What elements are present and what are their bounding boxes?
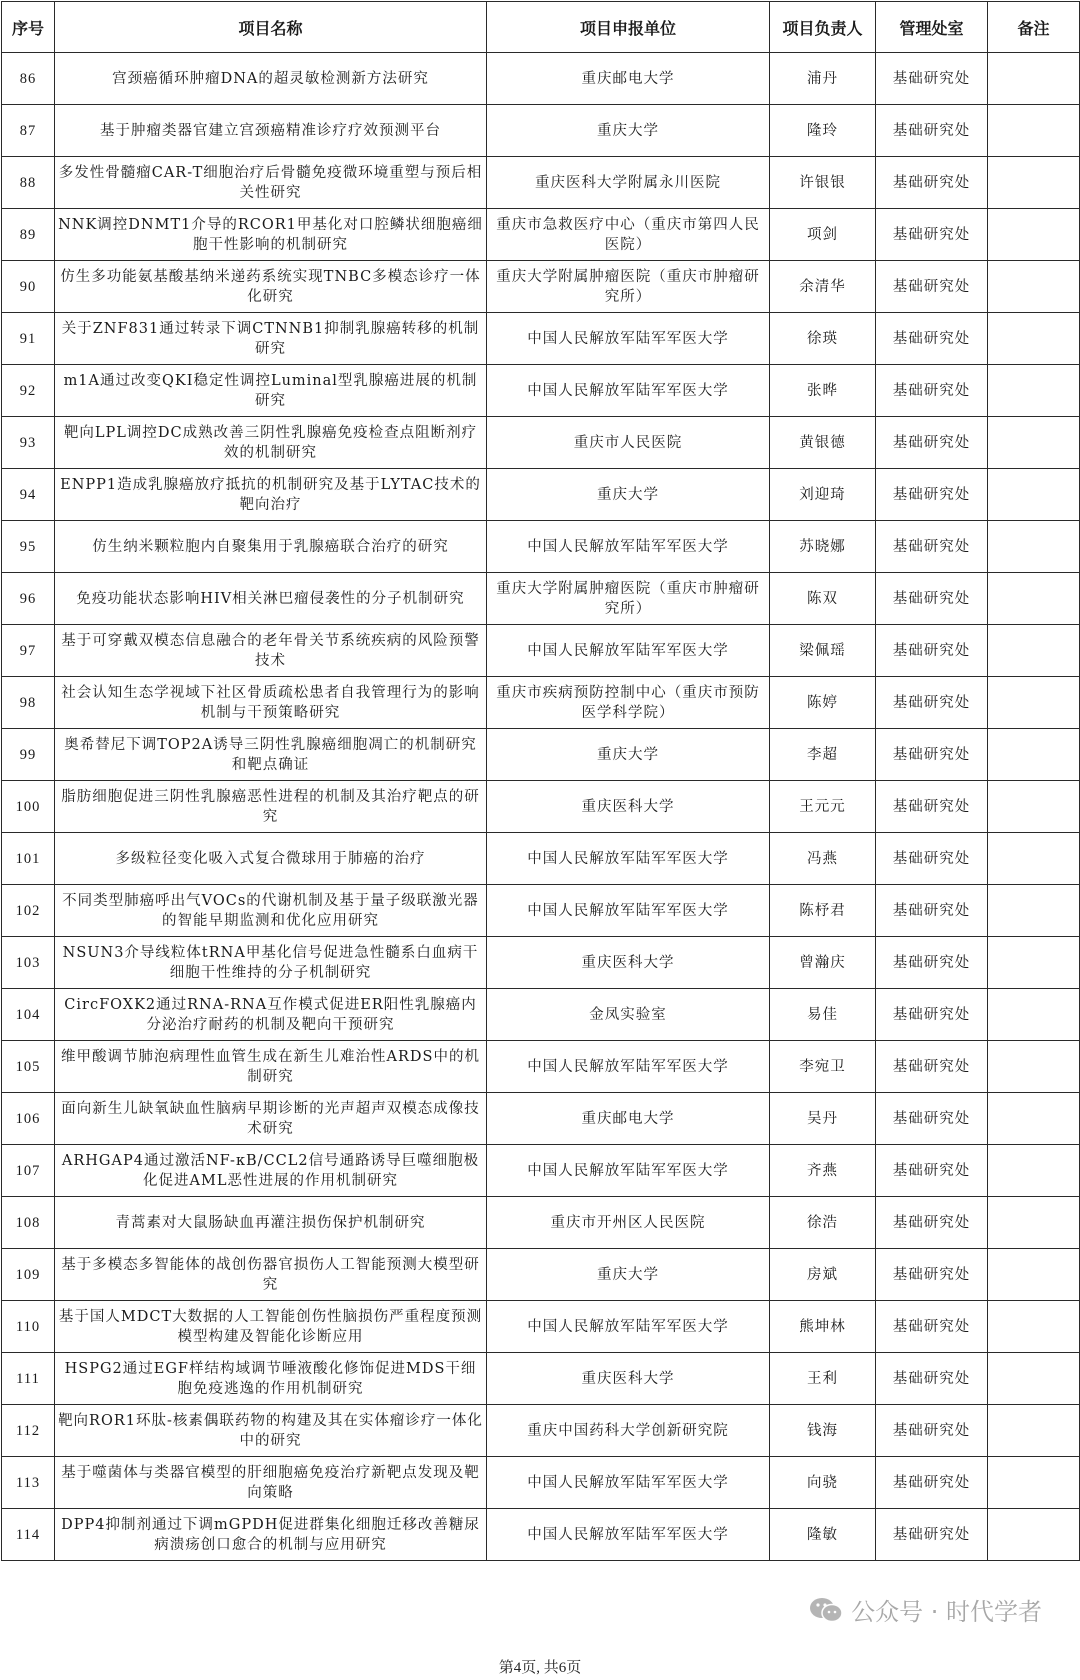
cell-office: 基础研究处 (876, 677, 988, 729)
cell-name: 社会认知生态学视域下社区骨质疏松患者自我管理行为的影响机制与干预策略研究 (55, 677, 487, 729)
cell-no: 95 (2, 521, 55, 573)
cell-unit: 重庆大学 (487, 729, 770, 781)
cell-note (988, 1041, 1080, 1093)
cell-no: 92 (2, 365, 55, 417)
cell-name: 青蒿素对大鼠肠缺血再灌注损伤保护机制研究 (55, 1197, 487, 1249)
cell-office: 基础研究处 (876, 1093, 988, 1145)
cell-name: 基于可穿戴双模态信息融合的老年骨关节系统疾病的风险预警技术 (55, 625, 487, 677)
cell-unit: 中国人民解放军陆军军医大学 (487, 1509, 770, 1561)
cell-no: 110 (2, 1301, 55, 1353)
cell-unit: 重庆医科大学附属永川医院 (487, 157, 770, 209)
cell-note (988, 261, 1080, 313)
cell-name: 免疫功能状态影响HIV相关淋巴瘤侵袭性的分子机制研究 (55, 573, 487, 625)
cell-name: 基于多模态多智能体的战创伤器官损伤人工智能预测大模型研究 (55, 1249, 487, 1301)
cell-unit: 中国人民解放军陆军军医大学 (487, 1301, 770, 1353)
table-row (2, 521, 1080, 573)
cell-name: 多发性骨髓瘤CAR-T细胞治疗后骨髓免疫微环境重塑与预后相关性研究 (55, 157, 487, 209)
cell-unit: 中国人民解放军陆军军医大学 (487, 1145, 770, 1197)
cell-name: 关于ZNF831通过转录下调CTNNB1抑制乳腺癌转移的机制研究 (55, 313, 487, 365)
cell-note (988, 417, 1080, 469)
cell-unit: 重庆医科大学 (487, 937, 770, 989)
table-row (2, 989, 1080, 1041)
cell-office: 基础研究处 (876, 885, 988, 937)
cell-leader: 徐浩 (770, 1197, 876, 1249)
cell-name: DPP4抑制剂通过下调mGPDH促进群集化细胞迁移改善糖尿病溃疡创口愈合的机制与应用研究 (55, 1509, 487, 1561)
cell-note (988, 209, 1080, 261)
cell-leader: 易佳 (770, 989, 876, 1041)
table-row (2, 781, 1080, 833)
cell-office: 基础研究处 (876, 1041, 988, 1093)
cell-note (988, 781, 1080, 833)
table-row (2, 105, 1080, 157)
cell-unit: 金凤实验室 (487, 989, 770, 1041)
cell-leader: 项剑 (770, 209, 876, 261)
cell-leader: 黄银德 (770, 417, 876, 469)
cell-leader: 钱海 (770, 1405, 876, 1457)
cell-no: 90 (2, 261, 55, 313)
cell-name: 面向新生儿缺氧缺血性脑病早期诊断的光声超声双模态成像技术研究 (55, 1093, 487, 1145)
table-row (2, 1145, 1080, 1197)
cell-note (988, 53, 1080, 105)
cell-unit: 重庆市急救医疗中心（重庆市第四人民医院） (487, 209, 770, 261)
table-row (2, 53, 1080, 105)
cell-note (988, 573, 1080, 625)
cell-unit: 重庆大学 (487, 105, 770, 157)
cell-note (988, 937, 1080, 989)
table-row (2, 261, 1080, 313)
cell-note (988, 1145, 1080, 1197)
cell-name: 基于国人MDCT大数据的人工智能创伤性脑损伤严重程度预测模型构建及智能化诊断应用 (55, 1301, 487, 1353)
cell-no: 107 (2, 1145, 55, 1197)
cell-name: NNK调控DNMT1介导的RCOR1甲基化对口腔鳞状细胞癌细胞干性影响的机制研究 (55, 209, 487, 261)
cell-note (988, 469, 1080, 521)
cell-unit: 中国人民解放军陆军军医大学 (487, 625, 770, 677)
cell-name: 多级粒径变化吸入式复合微球用于肺癌的治疗 (55, 833, 487, 885)
table-row (2, 1509, 1080, 1561)
header-leader: 项目负责人 (770, 2, 876, 53)
cell-name: 宫颈癌循环肿瘤DNA的超灵敏检测新方法研究 (55, 53, 487, 105)
cell-note (988, 1353, 1080, 1405)
cell-leader: 苏晓娜 (770, 521, 876, 573)
cell-leader: 冯燕 (770, 833, 876, 885)
cell-no: 100 (2, 781, 55, 833)
cell-leader: 张晔 (770, 365, 876, 417)
cell-unit: 中国人民解放军陆军军医大学 (487, 313, 770, 365)
cell-no: 97 (2, 625, 55, 677)
table-row (2, 677, 1080, 729)
cell-leader: 徐瑛 (770, 313, 876, 365)
cell-office: 基础研究处 (876, 105, 988, 157)
cell-leader: 隆敏 (770, 1509, 876, 1561)
cell-no: 91 (2, 313, 55, 365)
cell-office: 基础研究处 (876, 1405, 988, 1457)
cell-unit: 中国人民解放军陆军军医大学 (487, 365, 770, 417)
cell-office: 基础研究处 (876, 1197, 988, 1249)
table-row (2, 1353, 1080, 1405)
cell-office: 基础研究处 (876, 1145, 988, 1197)
cell-unit: 重庆医科大学 (487, 1353, 770, 1405)
cell-leader: 陈双 (770, 573, 876, 625)
cell-leader: 刘迎琦 (770, 469, 876, 521)
table-row (2, 1093, 1080, 1145)
cell-office: 基础研究处 (876, 417, 988, 469)
cell-unit: 重庆大学附属肿瘤医院（重庆市肿瘤研究所） (487, 573, 770, 625)
cell-office: 基础研究处 (876, 157, 988, 209)
cell-office: 基础研究处 (876, 53, 988, 105)
cell-leader: 曾瀚庆 (770, 937, 876, 989)
cell-office: 基础研究处 (876, 1353, 988, 1405)
cell-name: 仿生纳米颗粒胞内自聚集用于乳腺癌联合治疗的研究 (55, 521, 487, 573)
table-row (2, 1301, 1080, 1353)
table-row (2, 1249, 1080, 1301)
cell-name: 脂肪细胞促进三阴性乳腺癌恶性进程的机制及其治疗靶点的研究 (55, 781, 487, 833)
cell-unit: 重庆邮电大学 (487, 1093, 770, 1145)
cell-leader: 房斌 (770, 1249, 876, 1301)
cell-office: 基础研究处 (876, 209, 988, 261)
watermark-text: 公众号 · 时代学者 (851, 1598, 1042, 1626)
header-unit: 项目申报单位 (487, 2, 770, 53)
cell-no: 111 (2, 1353, 55, 1405)
cell-office: 基础研究处 (876, 1509, 988, 1561)
cell-office: 基础研究处 (876, 573, 988, 625)
cell-unit: 重庆市人民医院 (487, 417, 770, 469)
cell-no: 108 (2, 1197, 55, 1249)
cell-name: CircFOXK2通过RNA-RNA互作模式促进ER阳性乳腺癌内分泌治疗耐药的机制及靶向干预研究 (55, 989, 487, 1041)
cell-leader: 隆玲 (770, 105, 876, 157)
cell-office: 基础研究处 (876, 833, 988, 885)
cell-office: 基础研究处 (876, 1301, 988, 1353)
cell-no: 94 (2, 469, 55, 521)
wechat-icon (809, 1596, 843, 1624)
table-row (2, 1405, 1080, 1457)
cell-leader: 许银银 (770, 157, 876, 209)
table-row (2, 729, 1080, 781)
cell-unit: 中国人民解放军陆军军医大学 (487, 885, 770, 937)
cell-no: 113 (2, 1457, 55, 1509)
cell-note (988, 157, 1080, 209)
cell-unit: 重庆大学 (487, 469, 770, 521)
cell-note (988, 677, 1080, 729)
table-row (2, 417, 1080, 469)
cell-unit: 重庆邮电大学 (487, 53, 770, 105)
cell-leader: 浦丹 (770, 53, 876, 105)
cell-note (988, 625, 1080, 677)
cell-note (988, 1249, 1080, 1301)
cell-office: 基础研究处 (876, 781, 988, 833)
cell-note (988, 1509, 1080, 1561)
cell-leader: 王利 (770, 1353, 876, 1405)
cell-leader: 吴丹 (770, 1093, 876, 1145)
cell-unit: 重庆大学附属肿瘤医院（重庆市肿瘤研究所） (487, 261, 770, 313)
cell-note (988, 1301, 1080, 1353)
cell-unit: 重庆市疾病预防控制中心（重庆市预防医学科学院） (487, 677, 770, 729)
cell-unit: 重庆医科大学 (487, 781, 770, 833)
cell-no: 89 (2, 209, 55, 261)
cell-office: 基础研究处 (876, 365, 988, 417)
cell-no: 93 (2, 417, 55, 469)
cell-name: 靶向LPL调控DC成熟改善三阴性乳腺癌免疫检查点阻断剂疗效的机制研究 (55, 417, 487, 469)
cell-office: 基础研究处 (876, 729, 988, 781)
cell-name: 维甲酸调节肺泡病理性血管生成在新生儿难治性ARDS中的机制研究 (55, 1041, 487, 1093)
cell-unit: 中国人民解放军陆军军医大学 (487, 1041, 770, 1093)
cell-office: 基础研究处 (876, 937, 988, 989)
cell-unit: 重庆市开州区人民医院 (487, 1197, 770, 1249)
cell-no: 109 (2, 1249, 55, 1301)
cell-note (988, 365, 1080, 417)
cell-leader: 陈杼君 (770, 885, 876, 937)
page-number: 第4页, 共6页 (498, 1660, 582, 1676)
cell-note (988, 1197, 1080, 1249)
header-name: 项目名称 (55, 2, 487, 53)
cell-note (988, 833, 1080, 885)
table-row (2, 365, 1080, 417)
cell-note (988, 313, 1080, 365)
cell-name: m1A通过改变QKI稳定性调控Luminal型乳腺癌进展的机制研究 (55, 365, 487, 417)
cell-note (988, 521, 1080, 573)
cell-no: 87 (2, 105, 55, 157)
cell-name: 不同类型肺癌呼出气VOCs的代谢机制及基于量子级联激光器的智能早期监测和优化应用研究 (55, 885, 487, 937)
header-no: 序号 (2, 2, 55, 53)
cell-name: 奥希替尼下调TOP2A诱导三阴性乳腺癌细胞凋亡的机制研究和靶点确证 (55, 729, 487, 781)
cell-unit: 重庆中国药科大学创新研究院 (487, 1405, 770, 1457)
cell-name: HSPG2通过EGF样结构域调节唾液酸化修饰促进MDS干细胞免疫逃逸的作用机制研究 (55, 1353, 487, 1405)
cell-office: 基础研究处 (876, 1457, 988, 1509)
cell-no: 98 (2, 677, 55, 729)
table-row (2, 885, 1080, 937)
cell-no: 102 (2, 885, 55, 937)
cell-no: 99 (2, 729, 55, 781)
table-header-row (2, 2, 1080, 53)
table-row (2, 937, 1080, 989)
cell-unit: 中国人民解放军陆军军医大学 (487, 833, 770, 885)
cell-office: 基础研究处 (876, 469, 988, 521)
header-office: 管理处室 (876, 2, 988, 53)
cell-no: 106 (2, 1093, 55, 1145)
cell-note (988, 729, 1080, 781)
cell-office: 基础研究处 (876, 1249, 988, 1301)
cell-unit: 中国人民解放军陆军军医大学 (487, 1457, 770, 1509)
cell-leader: 李宛卫 (770, 1041, 876, 1093)
table-row (2, 1041, 1080, 1093)
table-row (2, 573, 1080, 625)
cell-leader: 齐燕 (770, 1145, 876, 1197)
cell-leader: 王元元 (770, 781, 876, 833)
cell-name: ENPP1造成乳腺癌放疗抵抗的机制研究及基于LYTAC技术的靶向治疗 (55, 469, 487, 521)
cell-leader: 向骁 (770, 1457, 876, 1509)
table-row (2, 313, 1080, 365)
header-note: 备注 (988, 2, 1080, 53)
table-row (2, 1457, 1080, 1509)
cell-leader: 熊坤林 (770, 1301, 876, 1353)
cell-no: 103 (2, 937, 55, 989)
cell-name: 靶向ROR1环肽-核素偶联药物的构建及其在实体瘤诊疗一体化中的研究 (55, 1405, 487, 1457)
cell-office: 基础研究处 (876, 625, 988, 677)
cell-note (988, 1405, 1080, 1457)
cell-no: 86 (2, 53, 55, 105)
cell-leader: 陈婷 (770, 677, 876, 729)
cell-leader: 李超 (770, 729, 876, 781)
cell-note (988, 885, 1080, 937)
cell-no: 104 (2, 989, 55, 1041)
cell-no: 105 (2, 1041, 55, 1093)
cell-name: 仿生多功能氨基酸基纳米递药系统实现TNBC多模态诊疗一体化研究 (55, 261, 487, 313)
table-row (2, 469, 1080, 521)
cell-no: 112 (2, 1405, 55, 1457)
cell-name: 基于噬菌体与类器官模型的肝细胞癌免疫治疗新靶点发现及靶向策略 (55, 1457, 487, 1509)
cell-name: ARHGAP4通过激活NF-κB/CCL2信号通路诱导巨噬细胞极化促进AML恶性进展的作用机制研究 (55, 1145, 487, 1197)
cell-name: 基于肿瘤类器官建立宫颈癌精准诊疗疗效预测平台 (55, 105, 487, 157)
table-row (2, 157, 1080, 209)
table-row (2, 833, 1080, 885)
cell-no: 88 (2, 157, 55, 209)
table-row (2, 1197, 1080, 1249)
cell-no: 101 (2, 833, 55, 885)
cell-note (988, 989, 1080, 1041)
cell-office: 基础研究处 (876, 521, 988, 573)
table-row (2, 625, 1080, 677)
watermark (809, 1592, 1042, 1627)
cell-leader: 余清华 (770, 261, 876, 313)
cell-note (988, 1093, 1080, 1145)
project-table (1, 1, 1080, 1561)
cell-no: 96 (2, 573, 55, 625)
cell-unit: 重庆大学 (487, 1249, 770, 1301)
cell-office: 基础研究处 (876, 313, 988, 365)
cell-note (988, 1457, 1080, 1509)
cell-name: NSUN3介导线粒体tRNA甲基化信号促进急性髓系白血病干细胞干性维持的分子机制研究 (55, 937, 487, 989)
cell-note (988, 105, 1080, 157)
cell-no: 114 (2, 1509, 55, 1561)
cell-unit: 中国人民解放军陆军军医大学 (487, 521, 770, 573)
table-row (2, 209, 1080, 261)
cell-office: 基础研究处 (876, 989, 988, 1041)
cell-leader: 梁佩瑶 (770, 625, 876, 677)
cell-office: 基础研究处 (876, 261, 988, 313)
